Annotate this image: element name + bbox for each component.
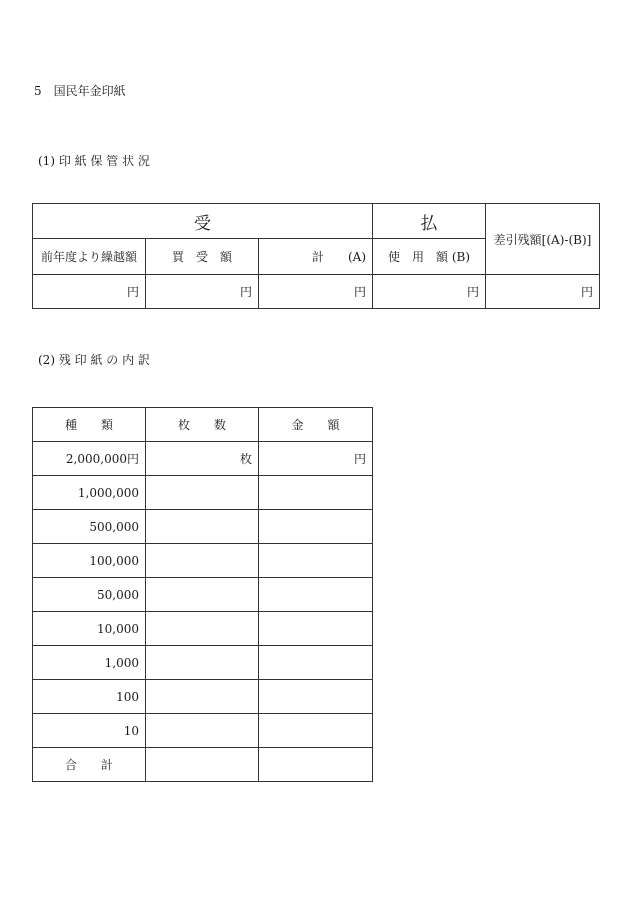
remaining-stamps-heading: (2) 残 印 紙 の 内 訳 (38, 353, 150, 367)
kind-cell: 2,000,000円 (33, 442, 146, 476)
total-row (33, 748, 373, 782)
kind-header: 種 類 (33, 408, 146, 442)
amount-cell (259, 476, 373, 510)
table-row (33, 476, 373, 510)
kind-cell: 100,000 (33, 544, 146, 578)
kind-cell: 10 (33, 714, 146, 748)
count-cell (146, 578, 259, 612)
header-row (33, 408, 373, 442)
total-a-header: 計 (A) (259, 239, 373, 275)
balance-amount-cell: 円 (486, 275, 600, 309)
purchase-header: 買 受 額 (146, 239, 259, 275)
total-a-amount-cell: 円 (259, 275, 373, 309)
total-label: 合 計 (33, 748, 146, 782)
kind-cell: 1,000,000 (33, 476, 146, 510)
remaining-stamps-table (32, 407, 373, 782)
amount-row (33, 275, 600, 309)
stamp-storage-heading: (1) 印 紙 保 管 状 況 (38, 154, 150, 168)
kind-cell: 10,000 (33, 612, 146, 646)
carryover-amount-cell: 円 (33, 275, 146, 309)
group-header-row (33, 204, 600, 239)
carryover-header: 前年度より繰越額 (33, 239, 146, 275)
amount-cell (259, 680, 373, 714)
table-row (33, 680, 373, 714)
used-b-header: 使 用 額 (B) (373, 239, 486, 275)
count-cell (146, 544, 259, 578)
amount-cell (259, 612, 373, 646)
amount-cell: 円 (259, 442, 373, 476)
amount-cell (259, 714, 373, 748)
purchase-amount-cell: 円 (146, 275, 259, 309)
count-cell: 枚 (146, 442, 259, 476)
table-row (33, 612, 373, 646)
table-row (33, 646, 373, 680)
amount-header: 金 額 (259, 408, 373, 442)
used-b-amount-cell: 円 (373, 275, 486, 309)
total-count-cell (146, 748, 259, 782)
amount-cell (259, 510, 373, 544)
kind-cell: 100 (33, 680, 146, 714)
amount-cell (259, 544, 373, 578)
balance-header: 差引残額[(A)-(B)] (486, 204, 600, 275)
kind-cell: 50,000 (33, 578, 146, 612)
payment-header: 払 (373, 204, 486, 239)
table-row (33, 510, 373, 544)
table-row (33, 442, 373, 476)
stamp-storage-table (32, 203, 600, 309)
count-cell (146, 680, 259, 714)
section-title: 5 国民年金印紙 (34, 84, 126, 98)
amount-cell (259, 578, 373, 612)
kind-cell: 1,000 (33, 646, 146, 680)
total-amount-cell (259, 748, 373, 782)
table-row (33, 578, 373, 612)
count-header: 枚 数 (146, 408, 259, 442)
count-cell (146, 476, 259, 510)
count-cell (146, 510, 259, 544)
table-row (33, 544, 373, 578)
count-cell (146, 612, 259, 646)
receive-header: 受 (33, 204, 373, 239)
count-cell (146, 646, 259, 680)
count-cell (146, 714, 259, 748)
kind-cell: 500,000 (33, 510, 146, 544)
table-row (33, 714, 373, 748)
amount-cell (259, 646, 373, 680)
